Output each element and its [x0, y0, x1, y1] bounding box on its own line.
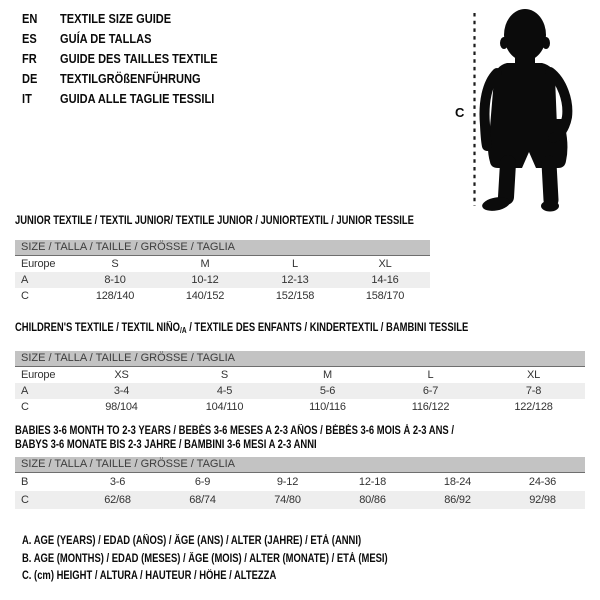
- table-title-part: CHILDREN'S TEXTILE / TEXTIL NIÑO: [15, 322, 181, 334]
- size-cell: 110/116: [309, 401, 346, 413]
- size-cell: 8-10: [104, 274, 126, 286]
- size-header-bar: [15, 457, 585, 473]
- table-title: JUNIOR TEXTILE / TEXTIL JUNIOR/ TEXTILE JUNIOR / JUNIORTEXTIL / JUNIOR TESSILE: [15, 215, 414, 227]
- language-list: [22, 9, 245, 108]
- size-cell: 86/92: [444, 494, 471, 506]
- toddler-figure: [445, 5, 585, 217]
- size-cell: 158/170: [365, 290, 405, 302]
- size-cell: 104/110: [205, 401, 244, 413]
- table-row: [15, 256, 430, 272]
- silhouette-leg-left: [506, 163, 508, 197]
- size-cell: 140/152: [185, 290, 225, 302]
- language-title: TEXTILGRÖßENFÜHRUNG: [60, 70, 201, 86]
- size-cell: 18-24: [443, 476, 472, 488]
- table-title: [15, 321, 482, 338]
- size-cell: 14-16: [371, 274, 399, 286]
- footnotes: [22, 533, 468, 586]
- size-cell: 7-8: [525, 385, 542, 397]
- table-row: [15, 473, 585, 491]
- row-label: Europe: [21, 369, 56, 381]
- language-row-es: [22, 29, 245, 49]
- table-title-subscript: /A: [180, 326, 187, 335]
- language-title: GUIDE DES TAILLES TEXTILE: [60, 50, 218, 66]
- silhouette-leg-right: [549, 163, 551, 200]
- size-cell: M: [200, 258, 210, 270]
- table-row: [15, 288, 430, 304]
- size-cell: 24-36: [528, 476, 557, 488]
- size-cell: 3-6: [109, 476, 126, 488]
- size-cell: L: [292, 258, 298, 270]
- size-header-label: SIZE / TALLA / TAILLE / GRÖSSE / TAGLIA: [21, 352, 235, 364]
- silhouette-ear-left: [500, 37, 508, 49]
- language-row-en: [22, 9, 245, 29]
- language-title: GUIDA ALLE TAGLIE TESSILI: [60, 90, 215, 106]
- size-cell: 122/128: [514, 401, 553, 413]
- language-code: ES: [22, 31, 37, 47]
- size-cell: 92/98: [529, 494, 556, 506]
- size-cell: 10-12: [191, 274, 219, 286]
- table-row: [15, 272, 430, 288]
- size-cell: XS: [114, 369, 129, 381]
- size-header-bar: [15, 351, 585, 367]
- size-header-bar: [15, 240, 430, 256]
- row-label: A: [21, 274, 29, 286]
- row-label: A: [21, 385, 29, 397]
- language-row-it: [22, 88, 245, 108]
- table-row: [15, 367, 585, 383]
- table-row: [15, 491, 585, 509]
- size-cell: 3-4: [113, 385, 130, 397]
- language-row-fr: [22, 49, 245, 69]
- size-cell: 62/68: [104, 494, 131, 506]
- table-row: [15, 399, 585, 415]
- size-cell: 116/122: [411, 401, 450, 413]
- size-cell: S: [220, 369, 229, 381]
- language-code: IT: [22, 90, 32, 106]
- size-cell: XL: [526, 369, 541, 381]
- size-cell: 12-13: [281, 274, 309, 286]
- size-cell: 5-6: [319, 385, 336, 397]
- language-code: DE: [22, 70, 38, 86]
- size-cell: 98/104: [105, 401, 138, 413]
- table-title-part: / TEXTILE DES ENFANTS / KINDERTEXTIL / BAMBINI TESSILE: [186, 322, 469, 334]
- row-label: B: [21, 476, 29, 488]
- size-cell: M: [323, 369, 332, 381]
- size-header-label: SIZE / TALLA / TAILLE / GRÖSSE / TAGLIA: [21, 241, 235, 253]
- silhouette-ear-right: [542, 37, 550, 49]
- footnote-height: C. (cm) HEIGHT / ALTURA / HAUTEUR / HÖHE / ALTEZZA: [22, 570, 277, 582]
- footnote-age-months: B. AGE (MONTHS) / EDAD (MESES) / ÂGE (MOIS) / ALTER (MONATE) / ETÀ (MESI): [22, 552, 388, 565]
- height-marker-label: C: [455, 105, 465, 120]
- size-cell: 68/74: [189, 494, 216, 506]
- size-cell: 74/80: [274, 494, 301, 506]
- size-cell: 9-12: [276, 476, 299, 488]
- silhouette-foot-right: [541, 201, 559, 212]
- language-row-de: [22, 68, 245, 88]
- row-label: Europe: [21, 258, 56, 270]
- row-label: C: [21, 401, 29, 413]
- language-code: EN: [22, 11, 38, 27]
- children-size-table: [15, 321, 585, 415]
- language-title: TEXTILE SIZE GUIDE: [60, 11, 172, 27]
- size-cell: S: [111, 258, 119, 270]
- row-label: C: [21, 494, 29, 506]
- size-header-label: SIZE / TALLA / TAILLE / GRÖSSE / TAGLIA: [21, 458, 235, 470]
- table-title-line1: BABIES 3-6 MONTH TO 2-3 YEARS / BEBÉS 3-6 MESES A 2-3 AÑOS / BÉBÉS 3-6 MOIS À 2-3 ANS /: [15, 425, 454, 437]
- size-cell: 6-7: [422, 385, 439, 397]
- size-cell: XL: [378, 258, 392, 270]
- size-cell: 12-18: [358, 476, 387, 488]
- footnote-age-years: A. AGE (YEARS) / EDAD (AÑOS) / ÂGE (ANS) / ALTER (JAHRE) / ETÀ (ANNI): [22, 535, 362, 547]
- table-row: [15, 383, 585, 399]
- size-cell: 128/140: [95, 290, 135, 302]
- toddler-silhouette: [481, 9, 567, 213]
- row-label: C: [21, 290, 29, 302]
- language-title: GUÍA DE TALLAS: [60, 31, 152, 47]
- junior-size-table: [15, 214, 430, 304]
- size-cell: 152/158: [275, 290, 315, 302]
- size-cell: L: [427, 369, 434, 381]
- language-code: FR: [22, 50, 37, 66]
- size-cell: 6-9: [194, 476, 211, 488]
- size-cell: 4-5: [216, 385, 233, 397]
- babies-size-table: [15, 424, 585, 509]
- size-cell: 80/86: [359, 494, 386, 506]
- table-title-line2: BABYS 3-6 MONATE BIS 2-3 JAHRE / BAMBINI 3-6 MESI A 2-3 ANNI: [15, 439, 317, 451]
